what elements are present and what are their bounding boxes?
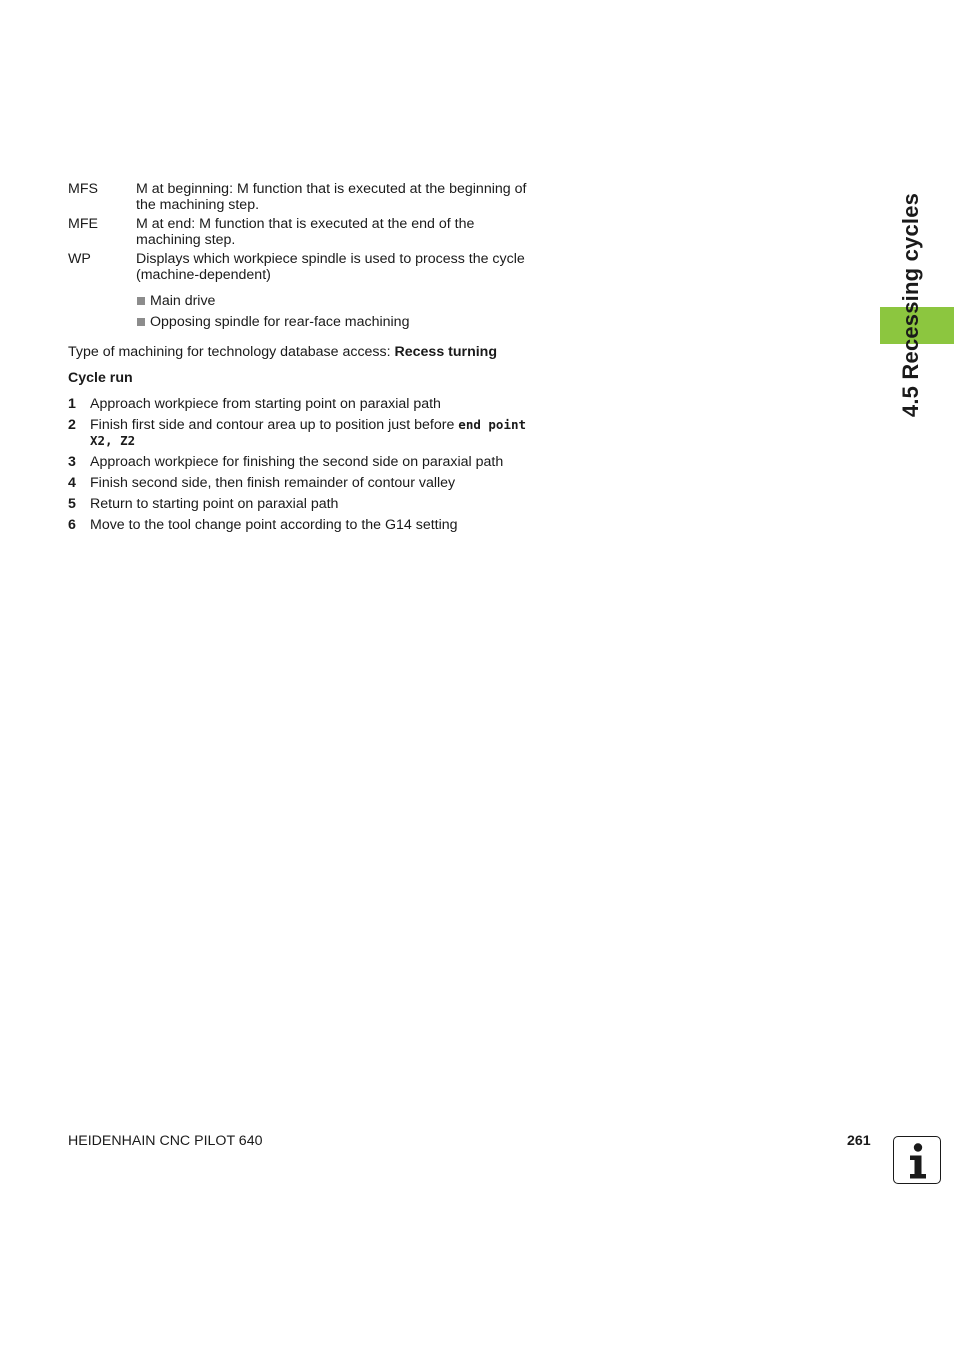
param-key: WP xyxy=(68,251,91,267)
param-description: M at end: M function that is executed at the end of the machining step. xyxy=(136,216,475,248)
chapter-title: 4.5 Recessing cycles xyxy=(898,192,923,418)
list-item xyxy=(68,454,528,470)
param-description: M at beginning: M function that is executed at the beginning of the machining step. xyxy=(136,181,527,213)
step-text: Finish second side, then finish remainder of contour valley xyxy=(90,475,456,491)
bullet-square-icon xyxy=(137,297,145,305)
wp-option-list xyxy=(136,293,528,330)
param-key: MFS xyxy=(68,181,98,197)
page-number: 261 xyxy=(847,1133,871,1149)
step-text: Move to the tool change point according to the G14 setting xyxy=(90,517,458,533)
param-row xyxy=(68,251,528,283)
parameter-list xyxy=(68,181,528,335)
info-icon xyxy=(893,1136,941,1184)
technology-database-line xyxy=(68,344,497,361)
param-row xyxy=(68,181,528,213)
step-code: end point X2, Z2 xyxy=(90,417,527,448)
cycle-run-steps xyxy=(68,396,528,538)
step-text: Approach workpiece from starting point on paraxial path xyxy=(90,396,441,412)
list-item xyxy=(68,396,528,412)
tech-prefix: Type of machining for technology database access: xyxy=(68,344,395,360)
step-text-container xyxy=(90,417,528,449)
param-row xyxy=(68,216,528,248)
param-description: Displays which workpiece spindle is used to process the cycle (machine-dependent) xyxy=(136,251,525,283)
step-number: 2 xyxy=(68,417,76,433)
footer-manual-title: HEIDENHAIN CNC PILOT 640 xyxy=(68,1133,263,1149)
list-item xyxy=(136,314,528,330)
step-number: 4 xyxy=(68,475,76,491)
list-item xyxy=(68,417,528,449)
list-item xyxy=(68,475,528,491)
bullet-square-icon xyxy=(137,318,145,326)
wp-option-label: Opposing spindle for rear-face machining xyxy=(150,314,410,330)
list-item xyxy=(68,496,528,512)
param-key: MFE xyxy=(68,216,98,232)
step-text: Finish first side and contour area up to position just before xyxy=(90,417,459,433)
step-number: 1 xyxy=(68,396,76,412)
wp-option-label: Main drive xyxy=(150,293,216,309)
section-heading: Cycle run xyxy=(68,370,133,386)
list-item xyxy=(136,293,528,309)
step-number: 5 xyxy=(68,496,76,512)
step-text: Return to starting point on paraxial path xyxy=(90,496,339,512)
step-number: 3 xyxy=(68,454,76,470)
step-number: 6 xyxy=(68,517,76,533)
list-item xyxy=(68,517,528,533)
step-text: Approach workpiece for finishing the second side on paraxial path xyxy=(90,454,504,470)
tech-value: Recess turning xyxy=(394,344,498,360)
